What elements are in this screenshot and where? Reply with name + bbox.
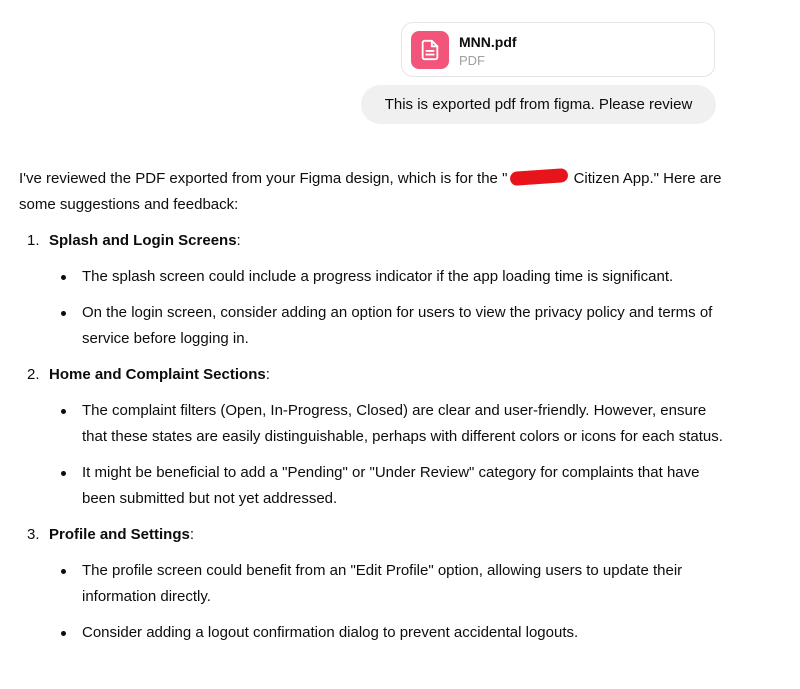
section-heading	[19, 522, 729, 548]
bullet-item	[19, 264, 729, 290]
feedback-section	[19, 228, 729, 352]
bullet-text: The splash screen could include a progress indicator if the app loading time is significant.	[82, 268, 674, 285]
feedback-section	[19, 522, 729, 646]
section-heading	[19, 228, 729, 254]
bullet-item	[19, 398, 729, 450]
intro-text-after: Citizen App." Here are some suggestions and feedback:	[19, 170, 722, 213]
bullet-item	[19, 620, 729, 646]
feedback-sections	[19, 228, 729, 646]
bullet-text: The profile screen could benefit from an "Edit Profile" option, allowing users to update their information directly.	[82, 562, 683, 605]
section-title-suffix: :	[189, 526, 195, 543]
section-title-suffix: :	[265, 366, 270, 383]
section-title-suffix: :	[236, 232, 241, 249]
section-heading	[19, 362, 729, 388]
section-number: 1.	[27, 232, 40, 249]
bullet-dot-icon	[61, 275, 66, 280]
response-intro	[19, 166, 729, 218]
attachment-file-type: PDF	[459, 53, 485, 68]
bullet-text: The complaint filters (Open, In-Progress, Closed) are clear and user-friendly. However, ensure that these states are easily distinguishable, perhaps with different colors or icons for each status.	[82, 402, 723, 445]
attachment-file-name: MNN.pdf	[459, 34, 517, 50]
bullet-dot-icon	[61, 311, 66, 316]
bullet-list	[19, 264, 729, 352]
document-icon	[411, 31, 449, 69]
section-number: 2.	[27, 366, 40, 383]
bullet-item	[19, 460, 729, 512]
bullet-item	[19, 300, 729, 352]
section-number: 3.	[27, 526, 40, 543]
pdf-attachment-card[interactable]	[401, 22, 715, 77]
bullet-dot-icon	[61, 569, 66, 574]
bullet-dot-icon	[61, 471, 66, 476]
bullet-dot-icon	[61, 409, 66, 414]
section-title: Profile and Settings	[49, 526, 190, 543]
bullet-list	[19, 558, 729, 646]
section-title: Splash and Login Screens	[49, 232, 237, 249]
section-title: Home and Complaint Sections	[49, 366, 266, 383]
bullet-text: On the login screen, consider adding an option for users to view the privacy policy and terms of service before logging in.	[82, 304, 713, 347]
bullet-list	[19, 398, 729, 512]
user-message-bubble: This is exported pdf from figma. Please review	[361, 85, 716, 124]
bullet-text: Consider adding a logout confirmation dialog to prevent accidental logouts.	[82, 624, 579, 641]
bullet-item	[19, 558, 729, 610]
redaction-mark	[510, 168, 569, 186]
bullet-text: It might be beneficial to add a "Pending" or "Under Review" category for complaints that have been submitted but not yet addressed.	[82, 464, 700, 507]
feedback-section	[19, 362, 729, 512]
assistant-response	[19, 166, 729, 646]
intro-text-before: I've reviewed the PDF exported from your Figma design, which is for the "	[19, 170, 508, 187]
bullet-dot-icon	[61, 631, 66, 636]
